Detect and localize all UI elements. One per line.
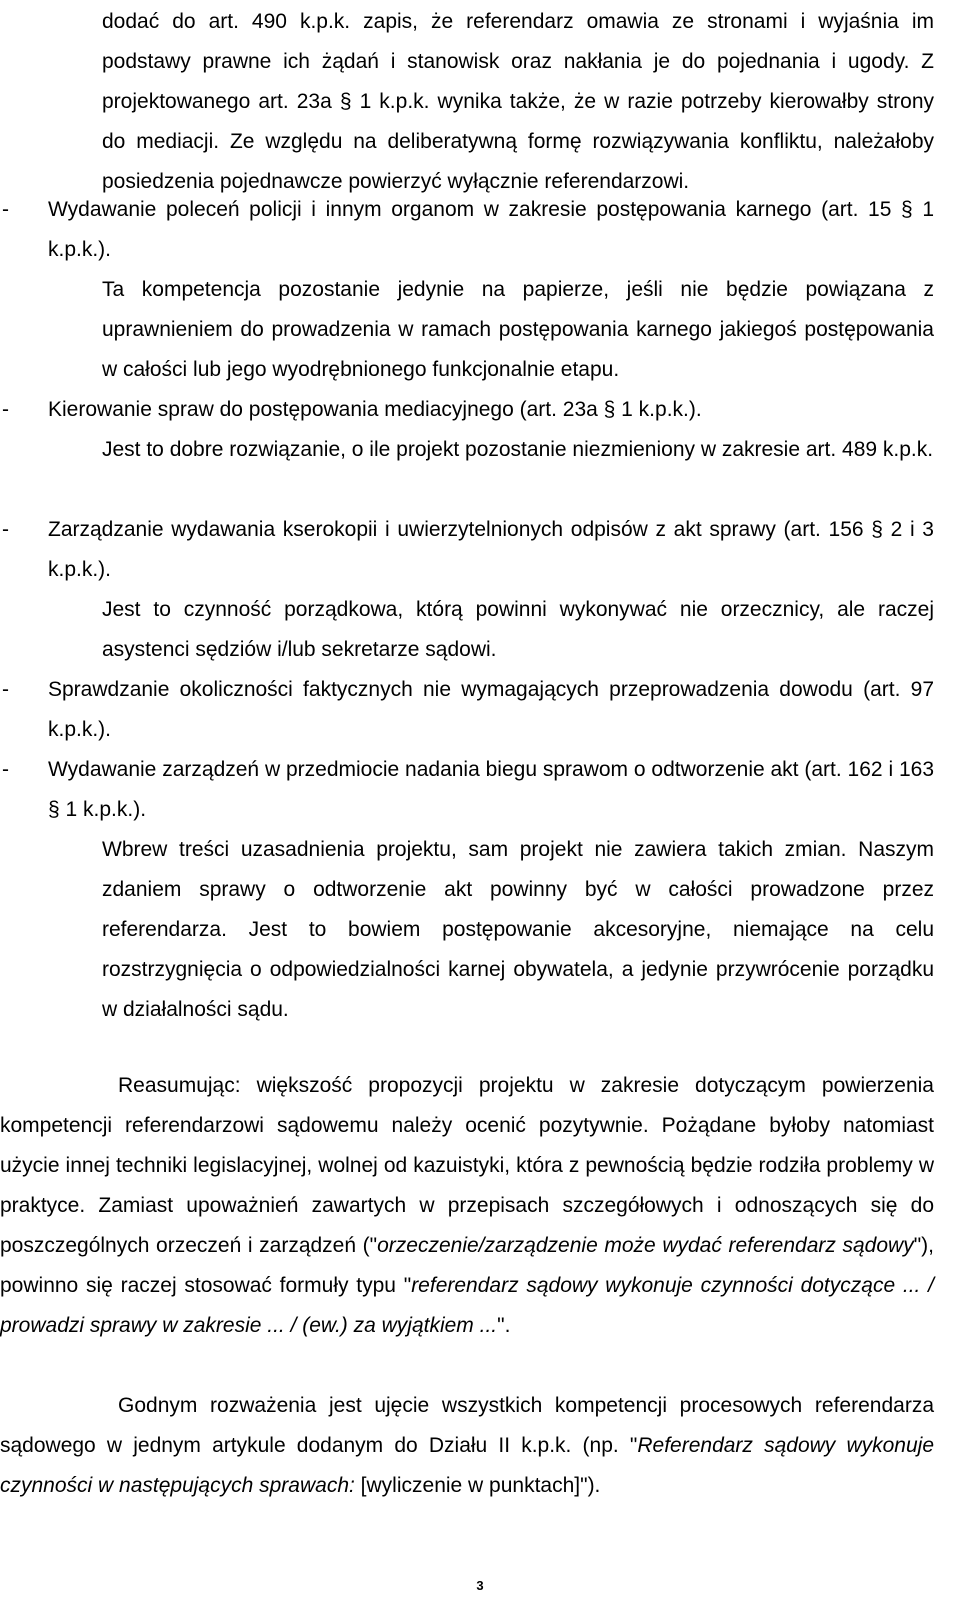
list-item (0, 750, 934, 830)
list-dash: - (2, 678, 9, 701)
list-item-head: Kierowanie spraw do postępowania mediacyjnego (art. 23a § 1 k.p.k.). (48, 398, 702, 421)
intro-paragraph: dodać do art. 490 k.p.k. zapis, że referendarz omawia ze stronami i wyjaśnia im podstawy prawne ich żądań i stanowisk oraz nakłania je do pojednania i ugody. Z projektowanego art. 23a § 1 k.p.k. wynika także, że w razie potrzeby kierowałby strony do mediacji. Ze względu na deliberatywną formę rozwiązywania konfliktu, należałoby posiedzenia pojednawcze powierzyć wyłącznie referendarzowi. (102, 10, 934, 193)
list-dash: - (2, 518, 9, 541)
page-number: 3 (476, 1578, 484, 1593)
summary-text: Reasumując: większość propozycji projektu w zakresie dotyczącym powierzenia kompetencji referendarzowi sądowemu należy ocenić pozytywnie. Pożądane byłoby natomiast użycie innej techniki legislacyjnej, wolnej od kazuistyki, która z pewnością będzie rodziła problemy w praktyce. Zamiast upoważnień zawartych w przepisach szczegółowych i odnoszących się do poszczególnych orzeczeń i zarządzeń (" (0, 1074, 934, 1257)
list-dash: - (2, 198, 9, 221)
list-item-head: Wydawanie zarządzeń w przedmiocie nadania biegu sprawom o odtworzenie akt (art. 162 i 163 § 1 k.p.k.). (48, 758, 934, 821)
summary-text: "), powinno się raczej stosować formuły typu " (0, 1234, 934, 1297)
summary-quote: orzeczenie/zarządzenie może wydać referendarz sądowy (377, 1234, 914, 1257)
list-item-head: Wydawanie poleceń policji i innym organom w zakresie postępowania karnego (art. 15 § 1 k.p.k.). (48, 198, 934, 261)
summary-text: ". (497, 1314, 511, 1337)
list-item-comment: Jest to czynność porządkowa, którą powinni wykonywać nie orzecznicy, ale raczej asystenci sędziów i/lub sekretarze sądowi. (102, 598, 934, 661)
list-item (0, 190, 934, 270)
list-item-comment: Ta kompetencja pozostanie jedynie na papierze, jeśli nie będzie powiązana z uprawnieniem do prowadzenia w ramach postępowania karnego jakiegoś postępowania w całości lub jego wyodrębnionego funkcjonalnie etapu. (102, 278, 934, 381)
list-item-head: Sprawdzanie okoliczności faktycznych nie wymagających przeprowadzenia dowodu (art. 97 k.p.k.). (48, 678, 934, 741)
summary-paragraph (0, 1066, 934, 1346)
list-item (0, 390, 934, 430)
list-item (0, 670, 934, 750)
list-item-head: Zarządzanie wydawania kserokopii i uwierzytelnionych odpisów z akt sprawy (art. 156 § 2 i 3 k.p.k.). (48, 518, 934, 581)
list-dash: - (2, 758, 9, 781)
proposal-quote: Referendarz sądowy wykonuje czynności w następujących sprawach: (0, 1434, 934, 1497)
list-dash: - (2, 398, 9, 421)
list-item (0, 510, 934, 590)
proposal-text: Godnym rozważenia jest ujęcie wszystkich kompetencji procesowych referendarza sądowego w jednym artykule dodanym do Działu II k.p.k. (np. " (0, 1394, 934, 1457)
list-item-comment: Wbrew treści uzasadnienia projektu, sam projekt nie zawiera takich zmian. Naszym zdaniem sprawy o odtworzenie akt powinny być w całości prowadzone przez referendarza. Jest to bowiem postępowanie akcesoryjne, niemające na celu rozstrzygnięcia o odpowiedzialności karnej obywatela, a jedynie przywrócenie porządku w działalności sądu. (102, 838, 934, 1021)
list-item-comment: Jest to dobre rozwiązanie, o ile projekt pozostanie niezmieniony w zakresie art. 489 k.p.k. (102, 438, 934, 461)
proposal-text: [wyliczenie w punktach]"). (354, 1474, 601, 1497)
proposal-paragraph (0, 1386, 934, 1506)
summary-quote: referendarz sądowy wykonuje czynności dotyczące ... / prowadzi sprawy w zakresie ... / (ew.) za wyjątkiem ... (0, 1274, 934, 1337)
